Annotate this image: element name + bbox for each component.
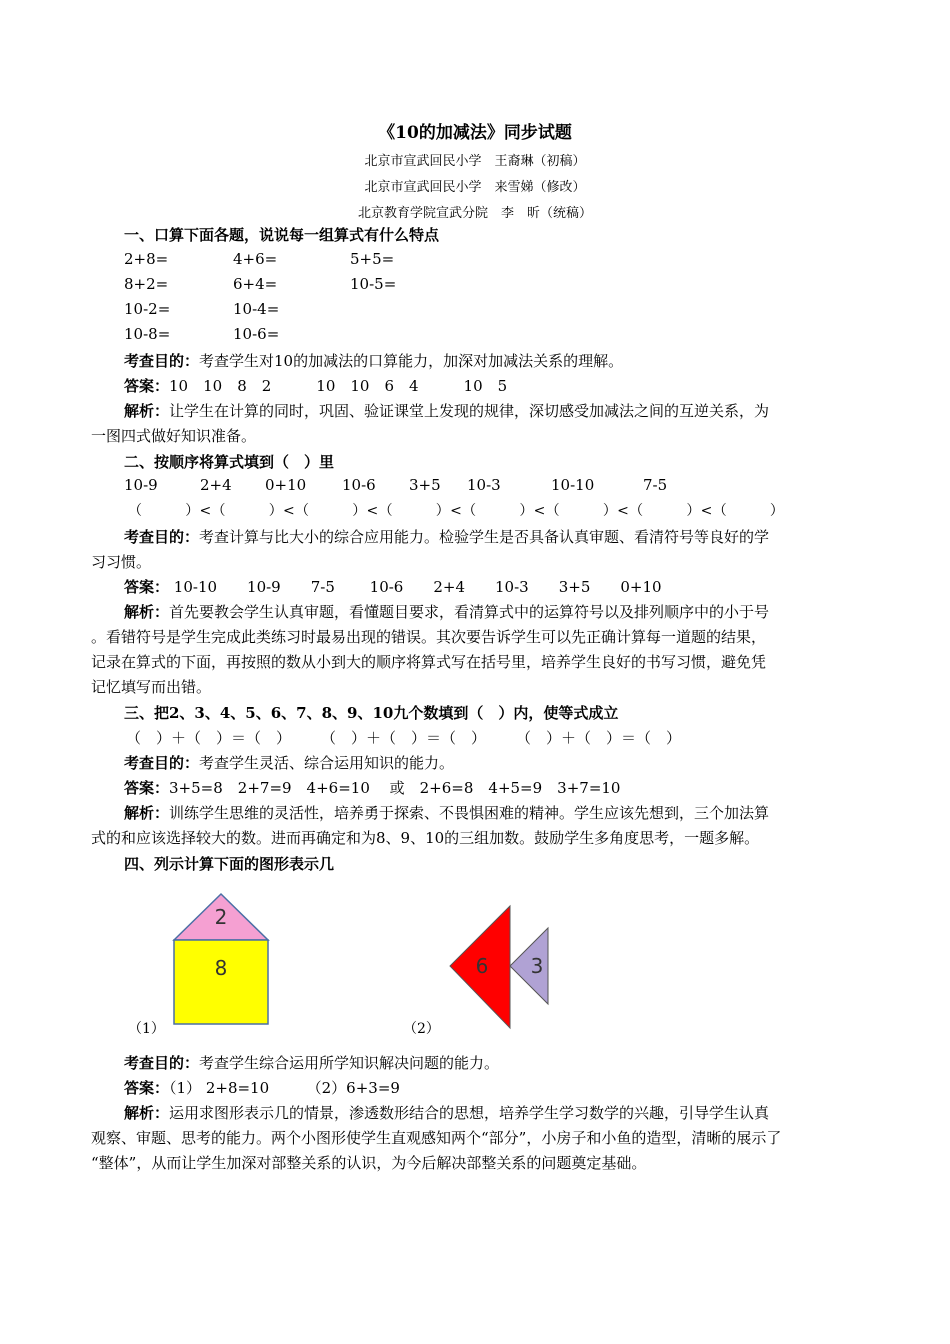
expr-cell: 0+10 (265, 476, 307, 494)
s2-analysis (124, 601, 769, 622)
expr-cell: 10-6 (342, 476, 376, 494)
answer-text: 10-10 10-9 7-5 10-6 2+4 10-3 3+5 0+10 (169, 578, 662, 596)
analysis-label: 解析： (124, 804, 170, 822)
purpose-label: 考查目的： (124, 352, 200, 370)
author-line-3: 北京教育学院宣武分院 李 昕（统稿） (357, 206, 592, 221)
analysis-text: 首先要教会学生认真审题，看懂题目要求，看清算式中的运算符号以及排列顺序中的小于号 (169, 603, 770, 621)
calc-cell: 10-2= (124, 300, 171, 318)
calc-cell: 6+4= (233, 275, 278, 293)
calc-cell: 10-5= (350, 275, 397, 293)
calc-cell: 10-6= (233, 325, 280, 343)
page-title: 《10的加减法》同步试题 (378, 123, 572, 143)
s2-analysis-cont: 记录在算式的下面，再按照的数从小到大的顺序将算式写在括号里，培养学生良好的书写习惯，避免凭 (91, 653, 767, 671)
s4-answer (124, 1077, 400, 1098)
fish-tail-number: 3 (530, 954, 544, 978)
author-line-2: 北京市宣武回民小学 来雪娣（修改） (364, 180, 586, 195)
s4-analysis (124, 1102, 769, 1123)
fish-body-number: 6 (475, 954, 489, 978)
answer-text: 3+5=8 2+7=9 4+6=10 或 2+6=8 4+5=9 3+7=10 (169, 779, 621, 797)
s4-analysis-cont: “整体”，从而让学生加深对部整关系的认识，为今后解决部整关系的问题奠定基础。 (91, 1154, 647, 1172)
author-line-1: 北京市宣武回民小学 王裔琳（初稿） (364, 154, 586, 169)
s2-blanks: （ ）<（ ）<（ ）<（ ）<（ ）<（ ）<（ ）<（ ） (128, 503, 785, 519)
purpose-text: 考查计算与比大小的综合应用能力。检验学生是否具备认真审题、看清符号等良好的学 (199, 528, 770, 546)
answer-label: 答案： (124, 377, 170, 395)
house-roof-number: 2 (214, 905, 228, 929)
s3-analysis-cont: 式的和应该选择较大的数。进而再确定和为8、9、10的三组加数。鼓励学生多角度思考，一题多解。 (91, 829, 760, 847)
house-body-number: 8 (214, 956, 228, 980)
analysis-text: 运用求图形表示几的情景，渗透数形结合的思想，培养学生学习数学的兴趣，引导学生认真 (169, 1104, 770, 1122)
purpose-text: 考查学生对10的加减法的口算能力，加深对加减法关系的理解。 (199, 352, 624, 370)
s1-answer (124, 375, 507, 396)
s2-purpose (124, 526, 769, 547)
section-1-heading: 一、口算下面各题，说说每一组算式有什么特点 (124, 226, 440, 244)
figure-2-label: （2） (403, 1021, 440, 1037)
answer-text: 10 10 8 2 10 10 6 4 10 5 (169, 377, 508, 395)
purpose-label: 考查目的： (124, 528, 200, 546)
s2-analysis-cont: 。看错符号是学生完成此类练习时最易出现的错误。其次要告诉学生可以先正确计算每一道题的结果， (91, 628, 767, 646)
answer-label: 答案： (124, 1079, 170, 1097)
s3-purpose (124, 752, 454, 773)
fish-figure (440, 900, 560, 1035)
section-2-heading: 二、按顺序将算式填到（ ）里 (124, 453, 335, 471)
expr-cell: 10-9 (124, 476, 158, 494)
calc-cell: 10-4= (233, 300, 280, 318)
analysis-label: 解析： (124, 1104, 170, 1122)
expr-cell: 7-5 (643, 476, 668, 494)
calc-cell: 4+6= (233, 250, 278, 268)
answer-text: （1） 2+8=10 （2）6+3=9 (169, 1079, 400, 1097)
answer-label: 答案： (124, 779, 170, 797)
calc-cell: 8+2= (124, 275, 169, 293)
s3-answer (124, 777, 620, 798)
house-body-square (174, 940, 268, 1024)
analysis-label: 解析： (124, 402, 170, 420)
expr-cell: 10-10 (551, 476, 595, 494)
s4-purpose (124, 1052, 499, 1073)
house-figure (160, 890, 280, 1030)
s1-analysis (124, 400, 769, 421)
s1-purpose (124, 350, 623, 371)
expr-cell: 10-3 (467, 476, 501, 494)
s2-answer (124, 576, 662, 597)
expr-cell: 3+5 (409, 476, 441, 494)
analysis-label: 解析： (124, 603, 170, 621)
calc-cell: 2+8= (124, 250, 169, 268)
s3-analysis (124, 802, 769, 823)
analysis-text: 让学生在计算的同时，巩固、验证课堂上发现的规律，深切感受加减法之间的互逆关系，为 (169, 402, 770, 420)
s2-analysis-cont: 记忆填写而出错。 (91, 678, 212, 696)
s4-analysis-cont: 观察、审题、思考的能力。两个小图形使学生直观感知两个“部分”，小房子和小鱼的造型，清晰的展示了 (91, 1129, 782, 1147)
expr-cell: 2+4 (200, 476, 232, 494)
calc-cell: 5+5= (350, 250, 395, 268)
section-4-heading: 四、列示计算下面的图形表示几 (124, 855, 335, 873)
purpose-label: 考查目的： (124, 754, 200, 772)
purpose-text: 考查学生灵活、综合运用知识的能力。 (199, 754, 455, 772)
s1-analysis-cont: 一图四式做好知识准备。 (91, 427, 257, 445)
section-3-heading: 三、把2、3、4、5、6、7、8、9、10九个数填到（ ）内，使等式成立 (124, 704, 619, 722)
s2-purpose-cont: 习习惯。 (91, 553, 152, 571)
purpose-text: 考查学生综合运用所学知识解决问题的能力。 (199, 1054, 500, 1072)
s3-blanks: （ ）＋（ ）＝（ ） （ ）＋（ ）＝（ ） （ ）＋（ ）＝（ ） (126, 729, 682, 747)
analysis-text: 训练学生思维的灵活性，培养勇于探索、不畏惧困难的精神。学生应该先想到，三个加法算 (169, 804, 770, 822)
calc-cell: 10-8= (124, 325, 171, 343)
purpose-label: 考查目的： (124, 1054, 200, 1072)
answer-label: 答案： (124, 578, 170, 596)
figure-1-label: （1） (128, 1021, 165, 1037)
